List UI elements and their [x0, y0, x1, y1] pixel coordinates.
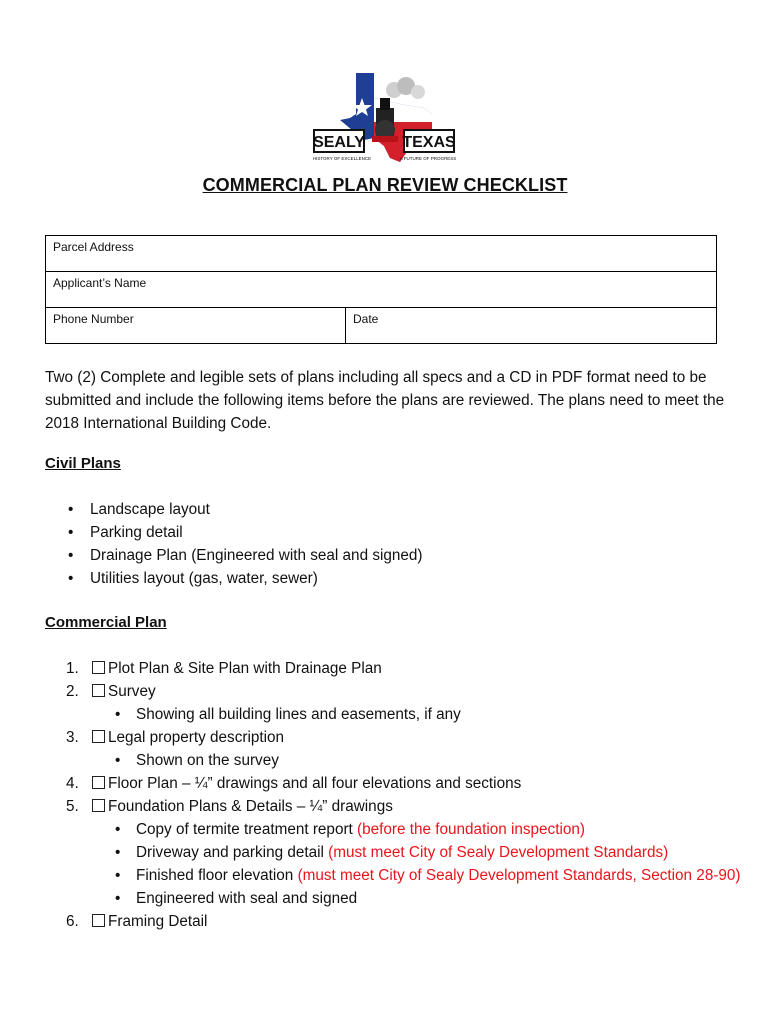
sub-item: • Showing all building lines and easements, if any	[45, 703, 745, 726]
checkbox[interactable]	[92, 914, 105, 927]
page-title: COMMERCIAL PLAN REVIEW CHECKLIST	[202, 175, 568, 195]
checklist-item-foundation-plans	[45, 795, 745, 818]
item-number: 4.	[66, 775, 79, 792]
item-number: 3.	[66, 729, 79, 746]
date-label: Date	[353, 312, 379, 326]
item-label: Legal property description	[108, 729, 285, 746]
civil-plans-list	[45, 498, 423, 590]
phone-number-label: Phone Number	[53, 312, 134, 326]
form-row-phone-date	[46, 308, 716, 343]
commercial-plan-heading: Commercial Plan	[45, 614, 167, 631]
svg-text:A FUTURE OF PROGRESS: A FUTURE OF PROGRESS	[399, 156, 457, 161]
checkbox[interactable]	[92, 776, 105, 789]
item-label: Floor Plan – ¼” drawings and all four elevations and sections	[108, 775, 522, 792]
list-item: • Utilities layout (gas, water, sewer)	[45, 567, 423, 590]
list-item: • Landscape layout	[45, 498, 423, 521]
commercial-plan-checklist	[45, 657, 745, 933]
item-number: 1.	[66, 660, 79, 677]
svg-text:SEALY: SEALY	[313, 134, 365, 151]
date-field[interactable]	[346, 308, 716, 343]
checkbox[interactable]	[92, 799, 105, 812]
checklist-item-framing-detail	[45, 910, 745, 933]
list-item: • Drainage Plan (Engineered with seal and signed)	[45, 544, 423, 567]
checkbox[interactable]	[92, 730, 105, 743]
item-label: Foundation Plans & Details – ¼” drawings	[108, 798, 393, 815]
sub-item: • Shown on the survey	[45, 749, 745, 772]
form-row-applicant	[46, 272, 716, 308]
svg-text:TEXAS: TEXAS	[402, 134, 456, 151]
sub-item: • Finished floor elevation (must meet City of Sealy Development Standards, Section 28-90)	[45, 864, 770, 887]
sub-item: • Engineered with seal and signed	[45, 887, 745, 910]
phone-number-field[interactable]	[46, 308, 346, 343]
checkbox[interactable]	[92, 661, 105, 674]
form-row-parcel	[46, 236, 716, 272]
item-label: Plot Plan & Site Plan with Drainage Plan	[108, 660, 382, 677]
item-label: Survey	[108, 683, 156, 700]
sub-item: • Driveway and parking detail (must meet City of Sealy Development Standards)	[45, 841, 745, 864]
applicant-info-form	[45, 235, 717, 344]
red-note: (must meet City of Sealy Development Standards)	[328, 844, 669, 861]
item-number: 6.	[66, 913, 79, 930]
item-number: 2.	[66, 683, 79, 700]
applicant-name-label: Applicant’s Name	[53, 276, 147, 290]
checklist-item-survey	[45, 680, 745, 703]
applicant-name-field[interactable]	[46, 272, 716, 307]
checklist-item-legal-description	[45, 726, 745, 749]
checklist-item-floor-plan	[45, 772, 745, 795]
intro-paragraph: Two (2) Complete and legible sets of plans including all specs and a CD in PDF format need to be submitted and include the following items before the plans are reviewed. The plans need to meet the 2018 International Building Code.	[45, 369, 725, 432]
sealy-texas-logo	[312, 70, 458, 164]
red-note: (before the foundation inspection)	[357, 821, 585, 838]
item-number: 5.	[66, 798, 79, 815]
parcel-address-label: Parcel Address	[53, 240, 134, 254]
sub-item: • Copy of termite treatment report (before the foundation inspection)	[45, 818, 745, 841]
svg-text:A HISTORY OF EXCELLENCE: A HISTORY OF EXCELLENCE	[312, 156, 372, 161]
list-item: • Parking detail	[45, 521, 423, 544]
civil-plans-heading: Civil Plans	[45, 455, 121, 472]
checklist-item-plot-plan	[45, 657, 745, 680]
parcel-address-field[interactable]	[46, 236, 716, 271]
checkbox[interactable]	[92, 684, 105, 697]
item-label: Framing Detail	[108, 913, 208, 930]
red-note: (must meet City of Sealy Development Standards, Section 28-90)	[297, 867, 741, 884]
